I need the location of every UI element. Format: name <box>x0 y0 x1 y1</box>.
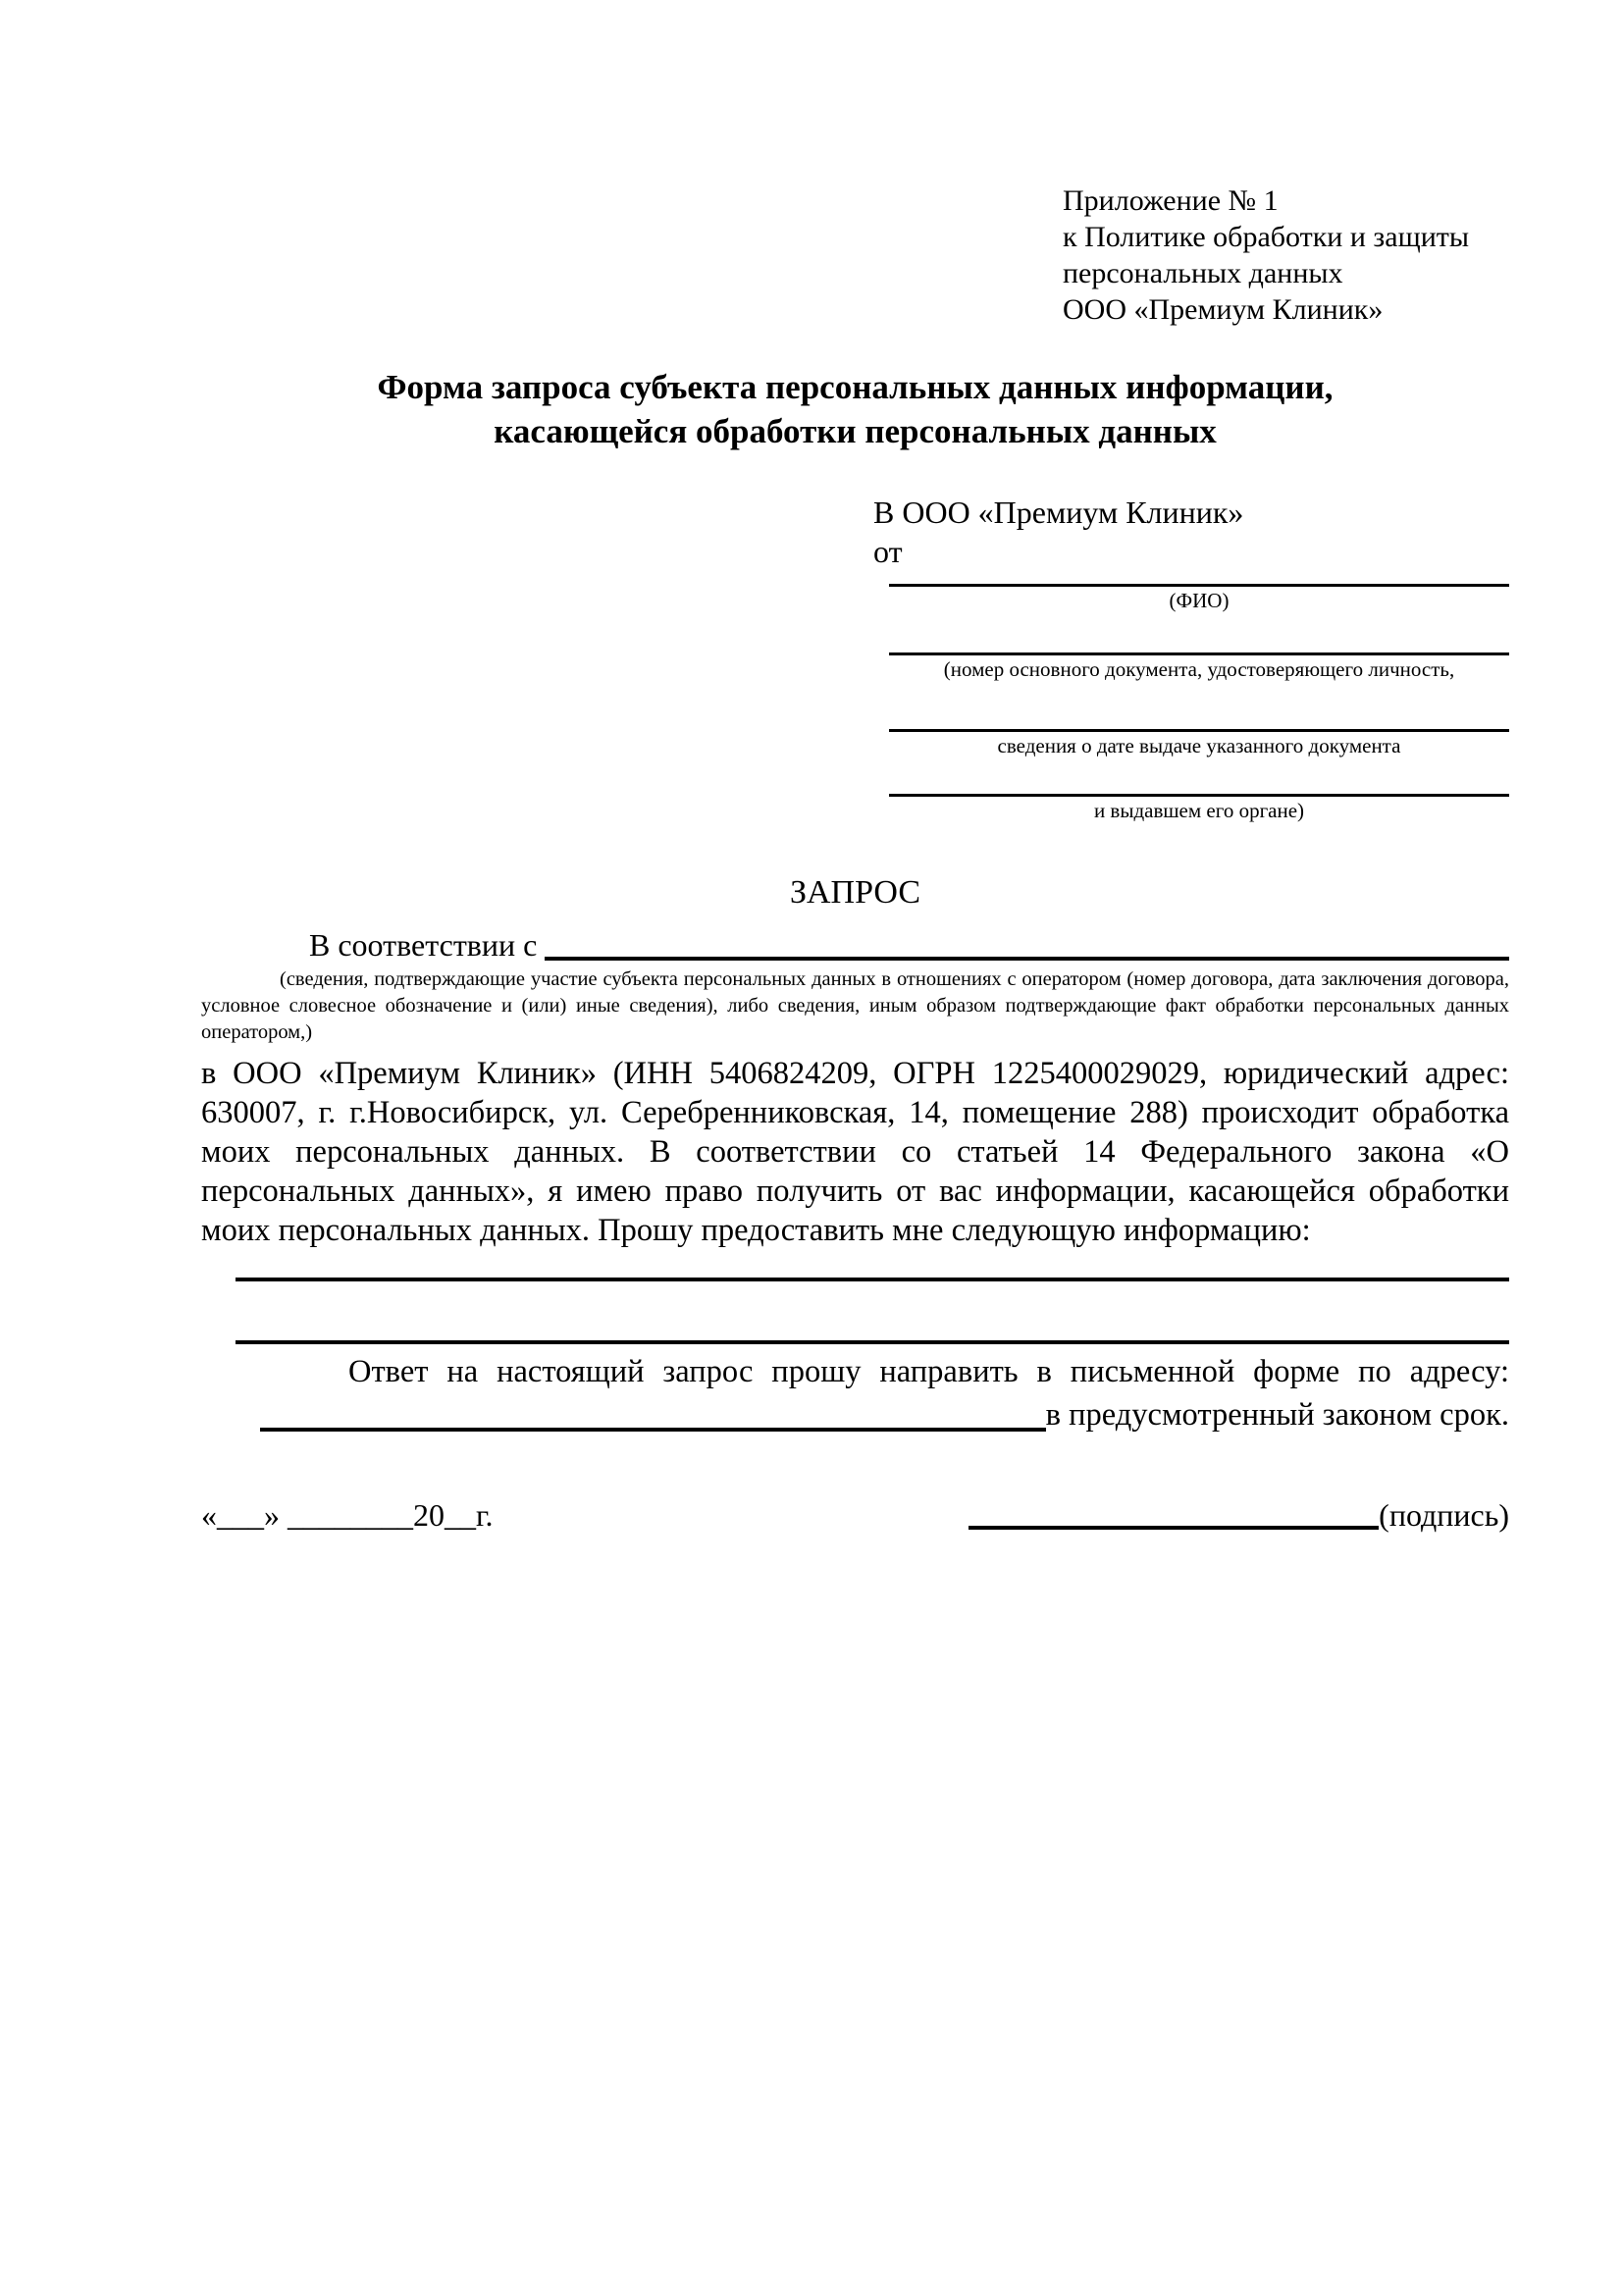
reply-deadline-text: в предусмотренный законом срок. <box>1045 1397 1509 1433</box>
information-blank-line-2 <box>236 1340 1509 1344</box>
signature-caption: (подпись) <box>1379 1497 1509 1533</box>
signature-row <box>201 1493 1509 1537</box>
request-heading: ЗАПРОС <box>789 874 921 911</box>
accordance-prefix: В соответствии с <box>309 927 538 963</box>
appendix-line: ООО «Премиум Клиник» <box>1063 293 1384 326</box>
signature-blank-line <box>969 1526 1379 1530</box>
footnote-text: (сведения, подтверждающие участие субъекта персональных данных в отношениях с оператором (номер договора, дата заключения договора, условное словесное обозначение и (или) иные сведения), либо сведения, иным образом подтверждающие факт обработки персональных данных оператором,) <box>201 968 1509 1043</box>
reply-address-sentence: Ответ на настоящий запрос прошу направить в письменной форме по адресу: <box>348 1354 1509 1389</box>
page-title-line: Форма запроса субъекта персональных данных информации, <box>377 368 1334 406</box>
fio-caption: (ФИО) <box>1169 589 1230 612</box>
page-title <box>201 365 1509 453</box>
appendix-line: Приложение № 1 <box>1063 184 1279 217</box>
signature-area <box>969 1493 1509 1537</box>
page-title-line: касающейся обработки персональных данных <box>494 412 1217 450</box>
reply-address-row <box>201 1393 1509 1436</box>
appendix-line: к Политике обработки и защиты <box>1063 221 1470 253</box>
request-body-paragraph: в ООО «Премиум Клиник» (ИНН 5406824209, ОГРН 1225400029029, юридический адрес: 630007, г. г.Новосибирск, ул. Серебренниковская, 14, помещение 288) происходит обработка моих персональных данных. В соответствии со статьей 14 Федерального закона «О персональных данных», я имею право получить от вас информации, касающейся обработки моих персональных данных. Прошу предоставить мне следующую информацию: <box>201 1056 1509 1248</box>
document-content <box>201 0 1509 1537</box>
document-number-caption: (номер основного документа, удостоверяющего личность, <box>943 657 1455 681</box>
addressee-block <box>873 493 1509 823</box>
reply-address-blank-line <box>260 1428 1046 1432</box>
addressee-to: В ООО «Премиум Клиник» <box>873 495 1244 530</box>
accordance-blank-line <box>545 957 1509 961</box>
date-blank: «___» ________20__г. <box>201 1497 494 1533</box>
accordance-row <box>201 923 1509 966</box>
addressee-from-label: от <box>873 534 903 569</box>
issue-date-caption: сведения о дате выдаче указанного документа <box>997 734 1401 757</box>
issuing-authority-caption: и выдавшем его органе) <box>1093 799 1305 822</box>
appendix-header <box>1063 183 1509 328</box>
information-blank-line-1 <box>236 1278 1509 1281</box>
appendix-line: персональных данных <box>1063 257 1343 289</box>
